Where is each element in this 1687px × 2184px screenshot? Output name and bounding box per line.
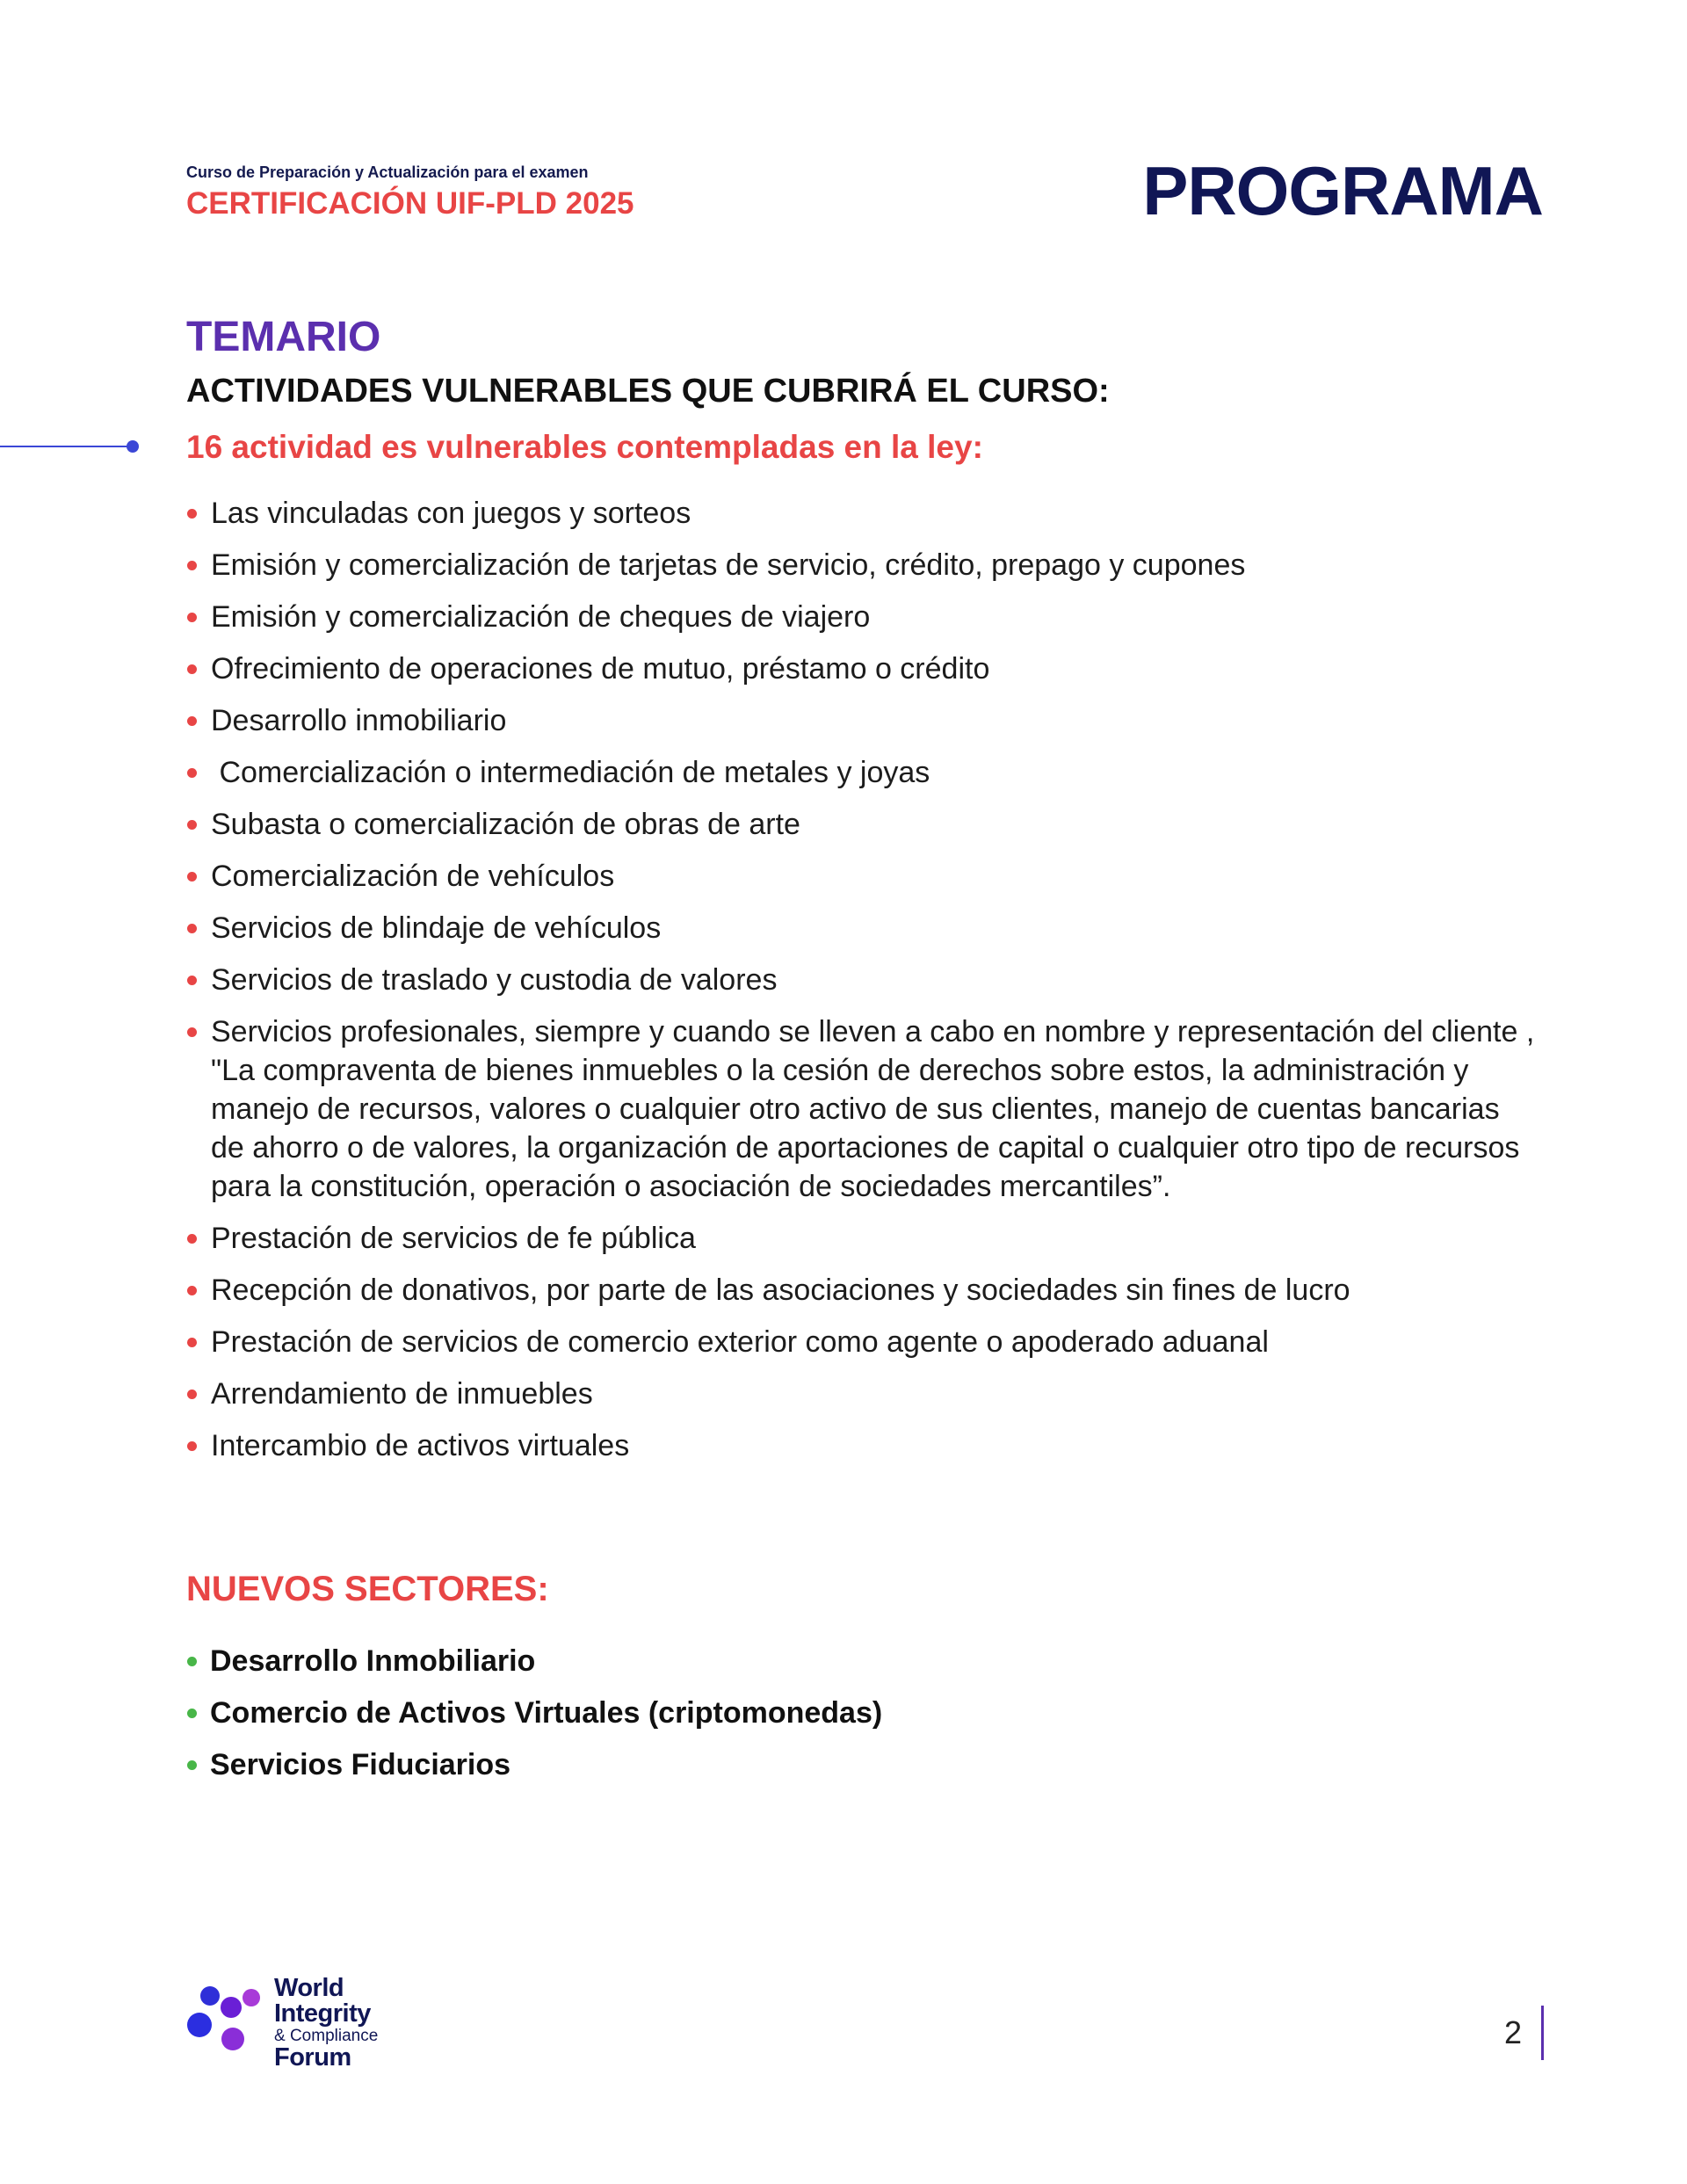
page-number: 2 <box>1504 2014 1523 2050</box>
activities-subheading: 16 actividad es vulnerables contempladas en la ley: <box>186 429 983 465</box>
list-item <box>186 1426 1539 1465</box>
list-item-text: Desarrollo inmobiliario <box>211 704 507 737</box>
bullet-icon <box>187 509 197 519</box>
list-item-text: Las vinculadas con juegos y sorteos <box>211 497 691 530</box>
bullet-icon <box>187 820 197 830</box>
list-item <box>186 753 1539 792</box>
list-item <box>186 546 1539 584</box>
logo-line-integrity: Integrity <box>274 1999 371 2028</box>
logo-line-world: World <box>274 1974 344 2002</box>
temario-title: TEMARIO <box>186 314 381 360</box>
list-item <box>186 1271 1539 1310</box>
list-item-text: Servicios profesionales, siempre y cuando se lleven a cabo en nombre y representación del cliente , "La compraventa de bienes inmuebles o la cesión de derechos sobre estos, la administración y manejo de recursos, valores o cualquier otro activo de sus clientes, manejo de cuentas bancarias de ahorro o de valores, la organización de aportaciones de capital o cualquier otro tipo de recursos para la constitución, operación o asociación de sociedades mercantiles”. <box>211 1015 1535 1203</box>
list-item <box>186 1219 1539 1258</box>
certification-title: CERTIFICACIÓN UIF-PLD 2025 <box>186 186 634 221</box>
bullet-icon <box>187 1389 197 1399</box>
list-item <box>186 1375 1539 1413</box>
list-item-text: Ofrecimiento de operaciones de mutuo, préstamo o crédito <box>211 652 990 686</box>
list-item-text: Servicios Fiduciarios <box>210 1748 511 1781</box>
bullet-icon <box>187 872 197 882</box>
list-item <box>186 1642 882 1680</box>
list-item-text: Servicios de traslado y custodia de valores <box>211 963 778 997</box>
list-item-text: Comercialización de vehículos <box>211 860 615 893</box>
list-item-text: Prestación de servicios de fe pública <box>211 1222 696 1255</box>
list-item-text: Comercialización o intermediación de metales y joyas <box>211 756 930 789</box>
bullet-icon <box>187 924 197 933</box>
list-item <box>186 701 1539 740</box>
bullet-icon <box>187 1760 197 1770</box>
bullet-icon <box>187 1027 197 1037</box>
list-item <box>186 909 1539 947</box>
list-item <box>186 805 1539 844</box>
list-item-text: Emisión y comercialización de cheques de viajero <box>211 600 871 634</box>
bullet-icon <box>187 1441 197 1451</box>
activities-list <box>186 494 1539 1478</box>
list-item-text: Desarrollo Inmobiliario <box>210 1644 536 1678</box>
bullet-icon <box>187 613 197 622</box>
list-item <box>186 1012 1539 1206</box>
list-item <box>186 1745 882 1784</box>
list-item-text: Comercio de Activos Virtuales (criptomonedas) <box>210 1696 883 1730</box>
bullet-icon <box>187 664 197 674</box>
list-item-text: Servicios de blindaje de vehículos <box>211 911 662 945</box>
bullet-icon <box>187 768 197 778</box>
list-item-text: Prestación de servicios de comercio exterior como agente o apoderado aduanal <box>211 1325 1269 1359</box>
list-item-text: Arrendamiento de inmuebles <box>211 1377 593 1411</box>
bullet-icon <box>187 1709 197 1718</box>
bullet-icon <box>187 1338 197 1347</box>
logo-line-forum: Forum <box>274 2043 351 2072</box>
bullet-icon <box>187 1657 197 1666</box>
list-item <box>186 649 1539 688</box>
new-sectors-title: NUEVOS SECTORES: <box>186 1570 549 1608</box>
activities-heading: ACTIVIDADES VULNERABLES QUE CUBRIRÁ EL CURSO: <box>186 373 1110 410</box>
list-item-text: Subasta o comercialización de obras de arte <box>211 808 800 841</box>
bullet-icon <box>187 1286 197 1295</box>
logo <box>274 1976 378 2071</box>
list-item <box>186 857 1539 896</box>
course-subtitle: Curso de Preparación y Actualización para el examen <box>186 163 589 181</box>
list-item <box>186 494 1539 533</box>
list-item <box>186 1694 882 1732</box>
list-item <box>186 961 1539 999</box>
bullet-icon <box>187 716 197 726</box>
bullet-icon <box>187 561 197 570</box>
decorative-rule <box>0 446 132 447</box>
list-item-text: Emisión y comercialización de tarjetas de servicio, crédito, prepago y cupones <box>211 548 1246 582</box>
decorative-rule-dot <box>127 440 139 453</box>
page-section-title: PROGRAMA <box>1142 152 1543 229</box>
list-item <box>186 1323 1539 1361</box>
logo-dots-icon <box>186 1984 265 2055</box>
bullet-icon <box>187 1234 197 1244</box>
logo-line-compliance: & Compliance <box>274 2027 379 2045</box>
list-item-text: Recepción de donativos, por parte de las asociaciones y sociedades sin fines de lucro <box>211 1273 1350 1307</box>
bullet-icon <box>187 976 197 985</box>
list-item <box>186 598 1539 636</box>
new-sectors-list <box>186 1642 882 1797</box>
page-number-divider <box>1541 2006 1544 2060</box>
list-item-text: Intercambio de activos virtuales <box>211 1429 630 1462</box>
